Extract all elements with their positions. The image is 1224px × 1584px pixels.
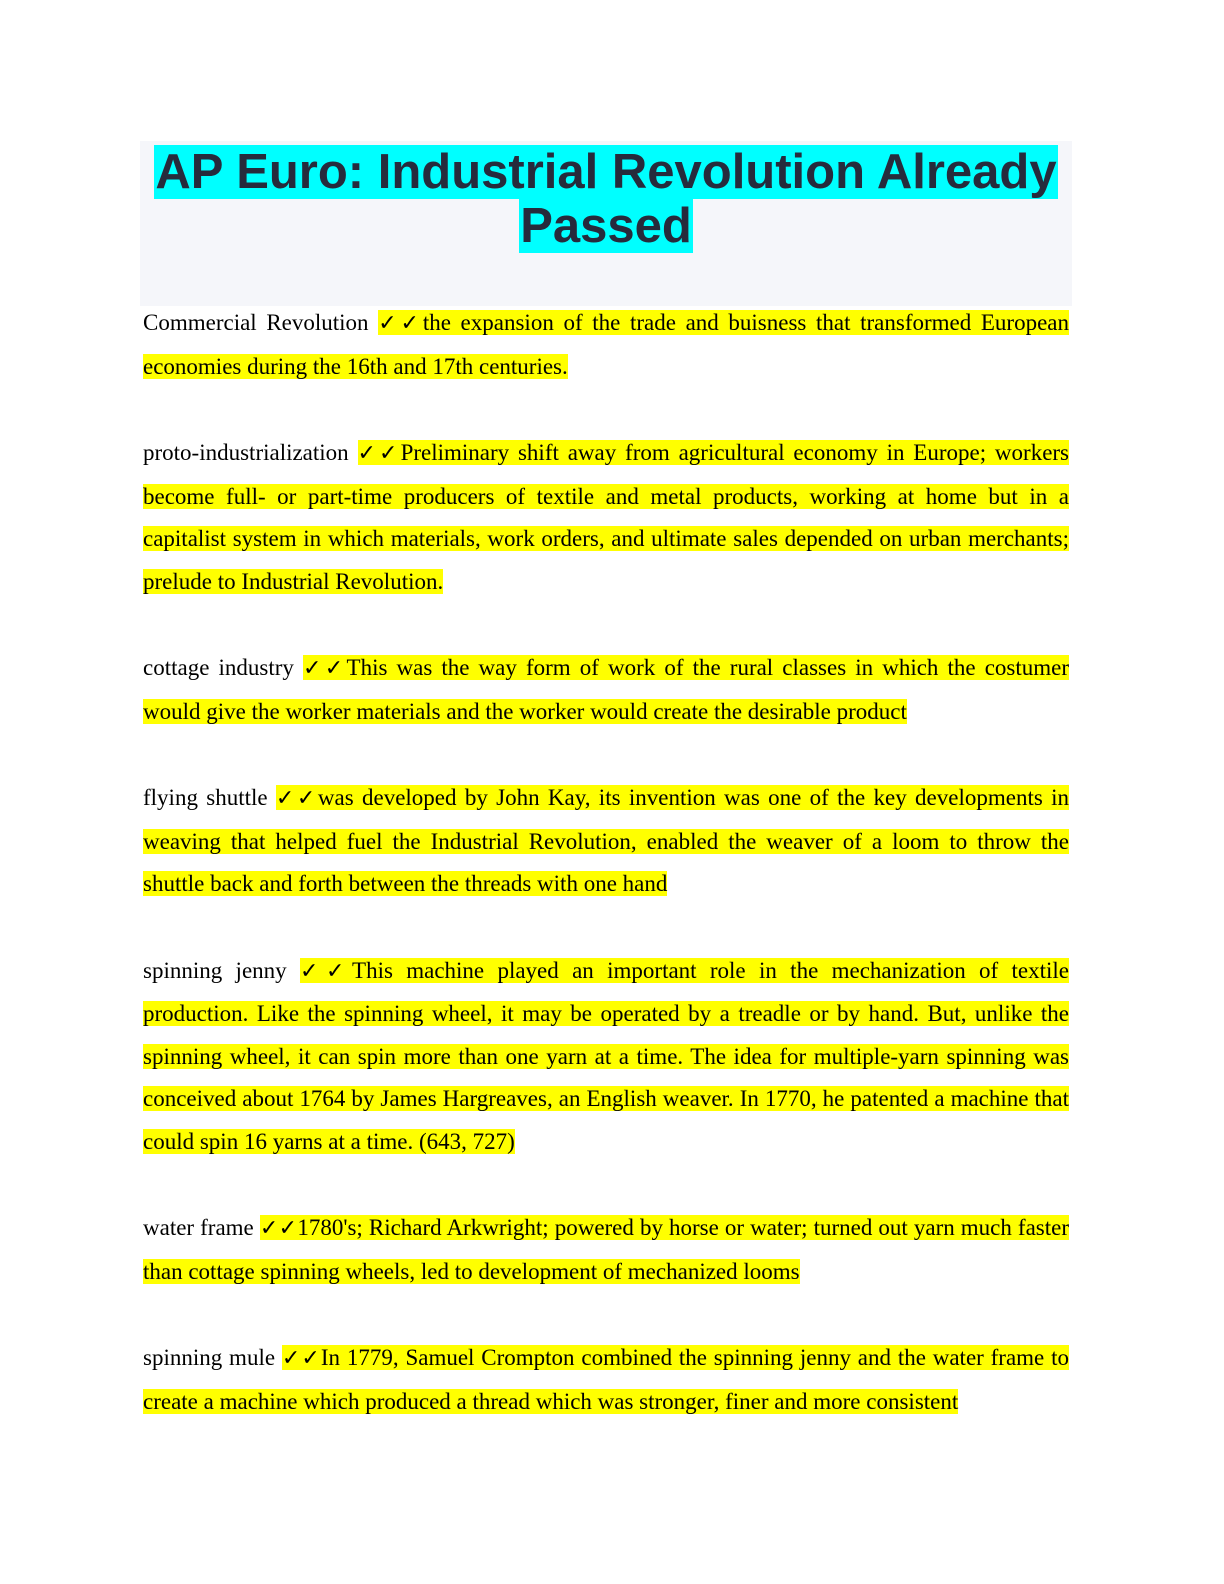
entry-definition: was developed by John Kay, its invention was one of the key developments in weaving that helped fuel the Industrial Revolution, enabled the weaver of a loom to throw the shuttle back and forth between the threads with one hand bbox=[143, 785, 1069, 896]
entry-term: water frame bbox=[143, 1215, 254, 1240]
entry-term: Commercial Revolution bbox=[143, 310, 369, 335]
entry-definition: In 1779, Samuel Crompton combined the spinning jenny and the water frame to create a machine which produced a thread which was stronger, finer and more consistent bbox=[143, 1345, 1069, 1414]
glossary-entry-spinning-jenny bbox=[143, 950, 1069, 1164]
entry-term: spinning jenny bbox=[143, 957, 287, 983]
double-check-icon: ✓✓ bbox=[378, 311, 423, 336]
entry-definition: This machine played an important role in the mechanization of textile production. Like the spinning wheel, it may be operated by a treadle or by hand. But, unlike the spinning wheel, it can spin more than one yarn at a time. The idea for multiple-yarn spinning was conceived about 1764 by James Hargreaves, an English weaver. In 1770, he patented a machine that could spin 16 yarns at a time. (643, 727) bbox=[143, 957, 1069, 1154]
page-title-line-1: AP Euro: Industrial Revolution Already bbox=[155, 145, 1057, 199]
double-check-icon: ✓✓ bbox=[275, 786, 318, 811]
glossary-entry-cottage-industry bbox=[143, 647, 1069, 733]
double-check-icon: ✓✓ bbox=[281, 1346, 321, 1371]
entry-term: spinning mule bbox=[143, 1345, 276, 1370]
entry-definition-highlight bbox=[143, 785, 1069, 896]
entry-definition: Preliminary shift away from agricultural economy in Europe; workers become full- or part-time producers of textile and metal products, working at home but in a capitalist system in which materials, work orders, and ultimate sales depended on urban merchants; prelude to Industrial Revolution. bbox=[143, 440, 1070, 594]
double-check-icon: ✓✓ bbox=[302, 656, 347, 681]
glossary-list bbox=[143, 302, 1069, 1467]
entry-definition: This was the way form of work of the rural classes in which the costumer would give the worker materials and the worker would create the desirable product bbox=[143, 655, 1070, 724]
page-title-line-2: Passed bbox=[520, 199, 692, 253]
page-title bbox=[140, 145, 1072, 253]
entry-term: proto-industrialization bbox=[143, 440, 349, 465]
glossary-entry-proto-industrialization bbox=[143, 432, 1069, 603]
entry-term: flying shuttle bbox=[143, 785, 268, 810]
entry-term: cottage industry bbox=[143, 655, 294, 680]
entry-definition-highlight bbox=[143, 1215, 1069, 1284]
glossary-entry-water-frame bbox=[143, 1207, 1069, 1293]
entry-definition-highlight bbox=[143, 1345, 1069, 1414]
entry-definition: 1780's; Richard Arkwright; powered by horse or water; turned out yarn much faster than cottage spinning wheels, led to development of mechanized looms bbox=[143, 1215, 1070, 1284]
glossary-entry-commercial-revolution bbox=[143, 302, 1069, 388]
glossary-entry-spinning-mule bbox=[143, 1337, 1069, 1423]
double-check-icon: ✓✓ bbox=[357, 441, 401, 466]
entry-definition: the expansion of the trade and buisness that transformed European economies during the 16th and 17th centuries. bbox=[143, 310, 1070, 379]
entry-definition-highlight bbox=[143, 958, 1069, 1154]
double-check-icon: ✓✓ bbox=[259, 1216, 298, 1241]
title-banner bbox=[140, 141, 1072, 306]
glossary-entry-flying-shuttle bbox=[143, 777, 1069, 906]
double-check-icon: ✓✓ bbox=[299, 958, 353, 984]
